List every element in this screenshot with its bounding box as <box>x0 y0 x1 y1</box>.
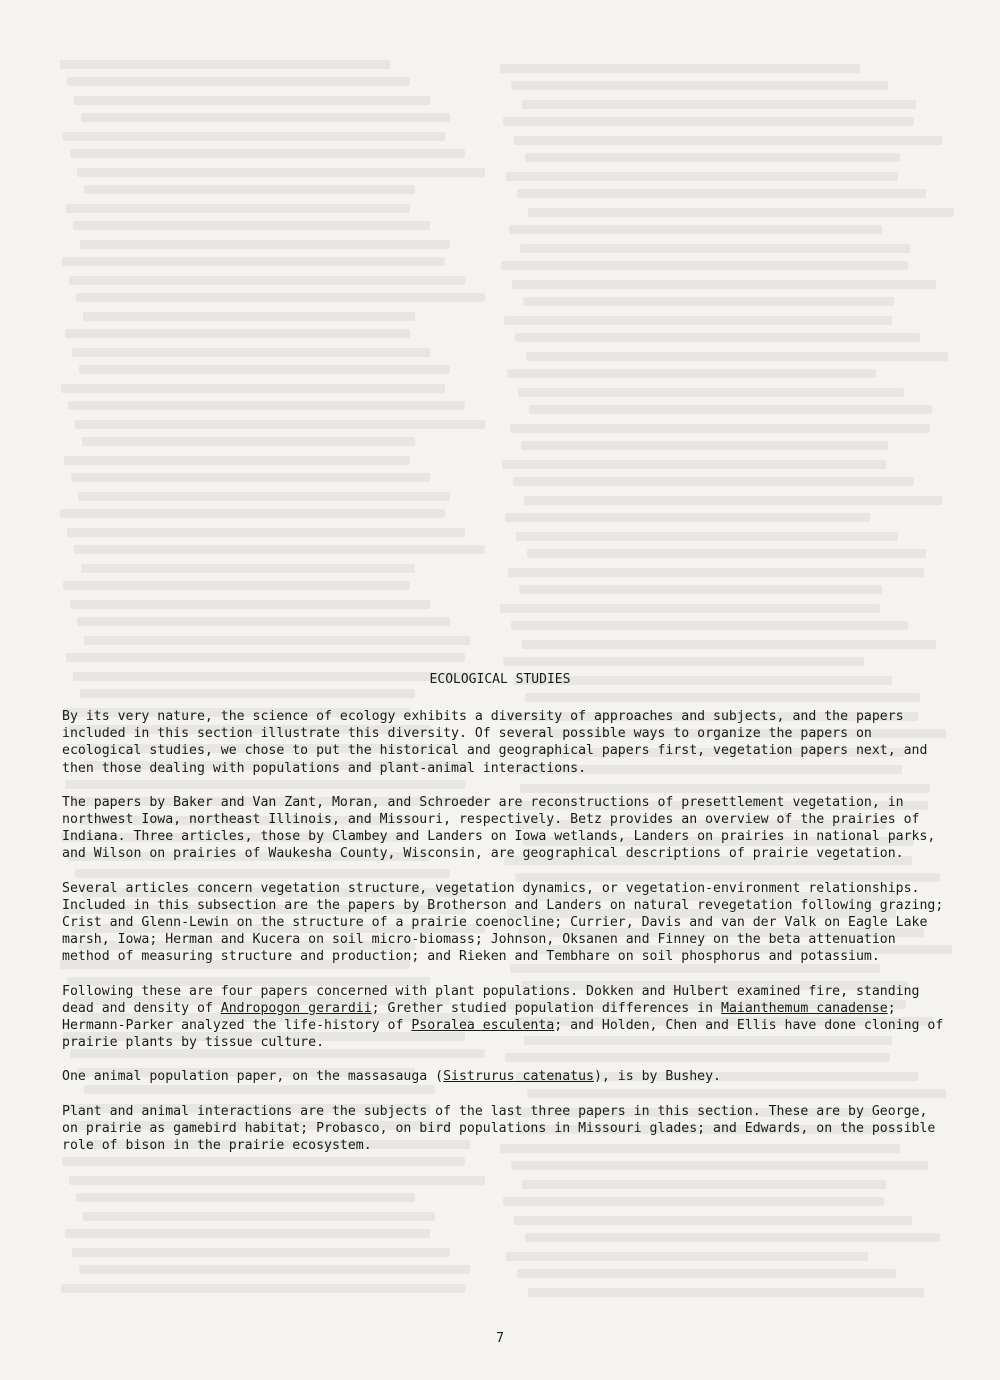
show-through-line <box>70 149 465 158</box>
show-through-line <box>80 689 415 698</box>
show-through-line <box>502 460 886 469</box>
show-through-line <box>78 492 450 501</box>
show-through-line <box>83 312 415 321</box>
show-through-line <box>81 113 450 122</box>
show-through-line <box>522 640 936 649</box>
show-through-line <box>76 1193 415 1202</box>
section-heading: ECOLOGICAL STUDIES <box>429 672 571 687</box>
show-through-line <box>71 473 430 482</box>
show-through-line <box>522 1180 886 1189</box>
show-through-line <box>65 1229 430 1238</box>
show-through-line <box>77 617 450 626</box>
show-through-line <box>63 132 445 141</box>
show-through-line <box>503 657 864 666</box>
paragraph-5-text-a: One animal population paper, on the massasauga ( <box>62 1069 444 1085</box>
show-through-line <box>81 564 415 573</box>
show-through-line <box>61 1284 465 1293</box>
show-through-line <box>519 585 882 594</box>
paragraph-1: By its very nature, the science of ecology exhibits a diversity of approaches and subjects, and the papers included in this section illustrate this diversity. Of several possible ways to organize the papers on ecological studies, we chose to put the historical and geographical papers first, vegetation papers next, and then those dealing with populations and plant-animal interactions. <box>62 709 928 776</box>
show-through-line <box>517 189 926 198</box>
show-through-line <box>73 221 430 230</box>
show-through-line <box>503 117 914 126</box>
show-through-line <box>528 1288 924 1297</box>
show-through-line <box>68 401 465 410</box>
paragraph-4-text-a: Following these are four papers concerned with plant populations. Dokken and Hulbert examined fire, standing dead and density of <box>62 983 920 1016</box>
show-through-line <box>69 1176 485 1185</box>
paragraph-2: The papers by Baker and Van Zant, Moran, and Schroeder are reconstructions of presettlement vegetation, in northwest Iowa, northeast Illinois, and Missouri, respectively. Betz provides an overview of the prairies of Indiana. Three articles, those by Clambey and Landers on Iowa wetlands, Landers on prairies in national parks, and Wilson on prairies of Waukesha County, Wisconsin, are geographical descriptions of prairie vegetation. <box>62 794 936 862</box>
show-through-line <box>79 1265 470 1274</box>
show-through-line <box>61 384 445 393</box>
show-through-line <box>60 509 445 518</box>
show-through-line <box>512 280 936 289</box>
show-through-line <box>75 420 485 429</box>
show-through-line <box>80 240 450 249</box>
show-through-line <box>526 352 948 361</box>
show-through-line <box>70 600 430 609</box>
show-through-line <box>513 477 914 486</box>
show-through-line <box>509 225 882 234</box>
taxon-psoralea: Psoralea esculenta <box>411 1018 555 1034</box>
paragraph-5-text-b: ), is by Bushey. <box>593 1069 722 1085</box>
show-through-line <box>84 636 470 645</box>
show-through-line <box>77 168 485 177</box>
show-through-line <box>500 604 880 613</box>
show-through-line <box>525 693 920 702</box>
show-through-line <box>508 568 924 577</box>
show-through-line <box>67 528 465 537</box>
paragraph-3: Several articles concern vegetation structure, vegetation dynamics, or vegetation-environment relationships. Included in this subsection are the papers by Brotherson and Landers on natural revegetation following grazing; Crist and Glenn-Lewin on the structure of a prairie coenocline; Currier, Davis and van der Valk on Eagle Lake marsh, Iowa; Herman and Kucera on soil micro-biomass; Johnson, Oksanen and Finney on the beta attenuation method of measuring structure and production; and Rieken and Tembhare on soil phosphorus and potassium. <box>62 880 944 965</box>
show-through-line <box>506 1252 868 1261</box>
show-through-line <box>529 405 932 414</box>
show-through-line <box>523 297 894 306</box>
section-body <box>62 708 946 1171</box>
show-through-line <box>64 456 410 465</box>
show-through-line <box>62 257 445 266</box>
show-through-line <box>500 64 860 73</box>
show-through-line <box>524 496 942 505</box>
show-through-line <box>525 1233 940 1242</box>
show-through-line <box>63 581 410 590</box>
show-through-line <box>83 1212 435 1221</box>
show-through-line <box>518 388 904 397</box>
show-through-line <box>521 441 888 450</box>
show-through-line <box>511 81 888 90</box>
paragraph-6: Plant and animal interactions are the subjects of the last three papers in this section. These are by George, on prairie as gamebird habitat; Probasco, on bird populations in Missouri glades; and Edwards, on the possible role of bison in the prairie ecosystem. <box>62 1103 936 1154</box>
show-through-line <box>60 60 390 69</box>
taxon-andropogon: Andropogon gerardii <box>220 1000 372 1016</box>
show-through-line <box>76 293 485 302</box>
show-through-line <box>72 1248 450 1257</box>
show-through-line <box>503 1197 884 1206</box>
show-through-line <box>507 369 876 378</box>
show-through-line <box>65 329 410 338</box>
show-through-line <box>84 185 415 194</box>
show-through-line <box>74 96 430 105</box>
show-through-line <box>527 549 926 558</box>
show-through-line <box>506 172 898 181</box>
paragraph-4 <box>62 983 946 1052</box>
show-through-line <box>67 77 410 86</box>
taxon-sistrurus: Sistrurus catenatus <box>443 1069 594 1085</box>
show-through-line <box>528 208 954 217</box>
show-through-line <box>74 545 485 554</box>
show-through-line <box>510 424 930 433</box>
show-through-line <box>66 204 410 213</box>
paragraph-4-text-d: ; and Holden, Chen and Ellis have done cloning of prairie plants by tissue culture. <box>62 1018 944 1051</box>
show-through-line <box>72 348 430 357</box>
show-through-line <box>514 136 942 145</box>
show-through-line <box>516 532 898 541</box>
paragraph-4-text-c: ; Hermann-Parker analyzed the life-history of <box>62 1000 896 1034</box>
show-through-line <box>514 1216 912 1225</box>
show-through-line <box>69 276 465 285</box>
show-through-line <box>511 621 908 630</box>
paragraph-4-text-b: ; Grether studied population differences in <box>371 1000 721 1016</box>
show-through-line <box>501 261 908 270</box>
show-through-line <box>79 365 450 374</box>
show-through-line <box>504 316 892 325</box>
show-through-line <box>520 244 910 253</box>
paragraph-5 <box>62 1068 946 1085</box>
show-through-line <box>517 1269 896 1278</box>
taxon-maianthemum: Maianthemum canadense <box>721 1000 888 1016</box>
show-through-line <box>525 153 900 162</box>
page-number: 7 <box>496 1331 504 1346</box>
show-through-line <box>522 100 916 109</box>
show-through-line <box>505 513 870 522</box>
show-through-line <box>515 333 920 342</box>
show-through-line <box>82 437 415 446</box>
show-through-line <box>66 653 465 662</box>
